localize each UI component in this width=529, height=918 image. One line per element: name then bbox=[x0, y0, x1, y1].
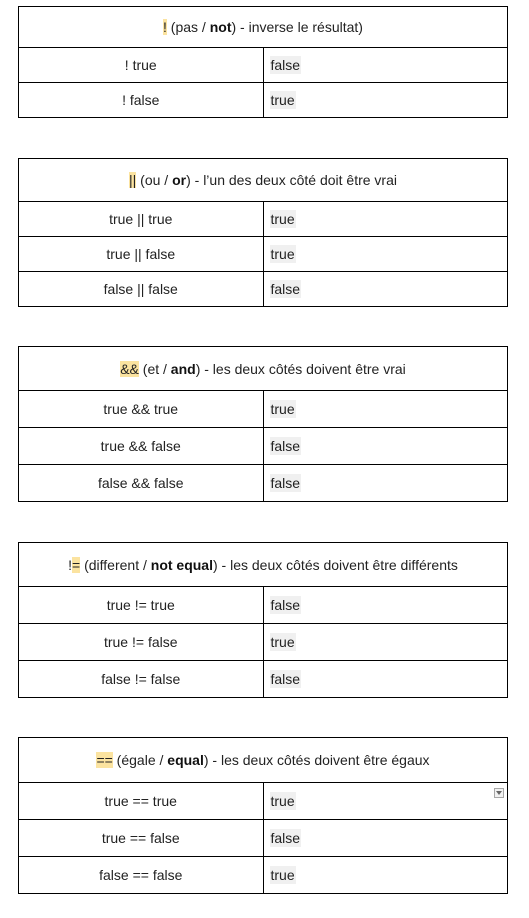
operator-keyword: and bbox=[170, 360, 196, 377]
result-cell: true bbox=[263, 857, 508, 894]
table-header: == (égale / equal) - les deux côtés doivent être égaux bbox=[19, 738, 508, 783]
table-row bbox=[19, 48, 508, 83]
table-not bbox=[18, 6, 508, 118]
operator-keyword: or bbox=[172, 172, 187, 188]
expression-cell: true == false bbox=[19, 820, 264, 857]
operator-symbol-prefix: ! bbox=[68, 556, 73, 573]
table-or bbox=[18, 158, 508, 307]
result-cell: false bbox=[263, 272, 508, 307]
expression-cell: true || true bbox=[19, 202, 264, 237]
table-and bbox=[18, 346, 508, 502]
result-cell[interactable]: true bbox=[263, 783, 508, 820]
result-cell: false bbox=[263, 820, 508, 857]
expression-cell: false != false bbox=[19, 661, 264, 698]
expression-cell: true && false bbox=[19, 428, 264, 465]
expression-cell: true && true bbox=[19, 391, 264, 428]
expression-cell: true != false bbox=[19, 624, 264, 661]
result-cell: true bbox=[263, 83, 508, 118]
expression-cell: true || false bbox=[19, 237, 264, 272]
operator-keyword: not equal bbox=[150, 556, 213, 573]
result-cell: false bbox=[263, 587, 508, 624]
expression-cell: false == false bbox=[19, 857, 264, 894]
table-row bbox=[19, 83, 508, 118]
table-row bbox=[19, 237, 508, 272]
table-header: && (et / and) - les deux côtés doivent être vrai bbox=[19, 347, 508, 391]
table-row bbox=[19, 624, 508, 661]
operator-symbol: ! bbox=[163, 19, 167, 35]
table-header: ! (pas / not) - inverse le résultat) bbox=[19, 7, 508, 48]
operator-keyword: not bbox=[209, 19, 232, 35]
result-cell: true bbox=[263, 237, 508, 272]
operator-symbol: = bbox=[72, 556, 81, 573]
result-cell: false bbox=[263, 48, 508, 83]
result-cell: true bbox=[263, 391, 508, 428]
operator-keyword: equal bbox=[167, 752, 204, 768]
expression-cell: true == true bbox=[19, 783, 264, 820]
table-row bbox=[19, 783, 508, 820]
table-row bbox=[19, 202, 508, 237]
table-row bbox=[19, 820, 508, 857]
result-cell: false bbox=[263, 428, 508, 465]
table-row bbox=[19, 465, 508, 502]
result-cell: true bbox=[263, 624, 508, 661]
operator-symbol: || bbox=[129, 172, 137, 188]
table-row bbox=[19, 272, 508, 307]
result-cell: false bbox=[263, 661, 508, 698]
table-row bbox=[19, 857, 508, 894]
table-not-equal bbox=[18, 542, 508, 698]
expression-cell: false || false bbox=[19, 272, 264, 307]
table-row bbox=[19, 587, 508, 624]
expression-cell: ! true bbox=[19, 48, 264, 83]
table-equal bbox=[18, 737, 508, 894]
operator-symbol: == bbox=[96, 752, 113, 768]
table-header: || (ou / or) - l’un des deux côté doit être vrai bbox=[19, 159, 508, 202]
dropdown-arrow-icon[interactable] bbox=[494, 788, 504, 798]
expression-cell: false && false bbox=[19, 465, 264, 502]
expression-cell: true != true bbox=[19, 587, 264, 624]
table-row bbox=[19, 661, 508, 698]
result-cell: true bbox=[263, 202, 508, 237]
table-row bbox=[19, 391, 508, 428]
result-cell: false bbox=[263, 465, 508, 502]
expression-cell: ! false bbox=[19, 83, 264, 118]
table-header: != (different / not equal) - les deux côtés doivent être différents bbox=[19, 543, 508, 587]
operator-symbol: && bbox=[120, 360, 139, 377]
table-row bbox=[19, 428, 508, 465]
